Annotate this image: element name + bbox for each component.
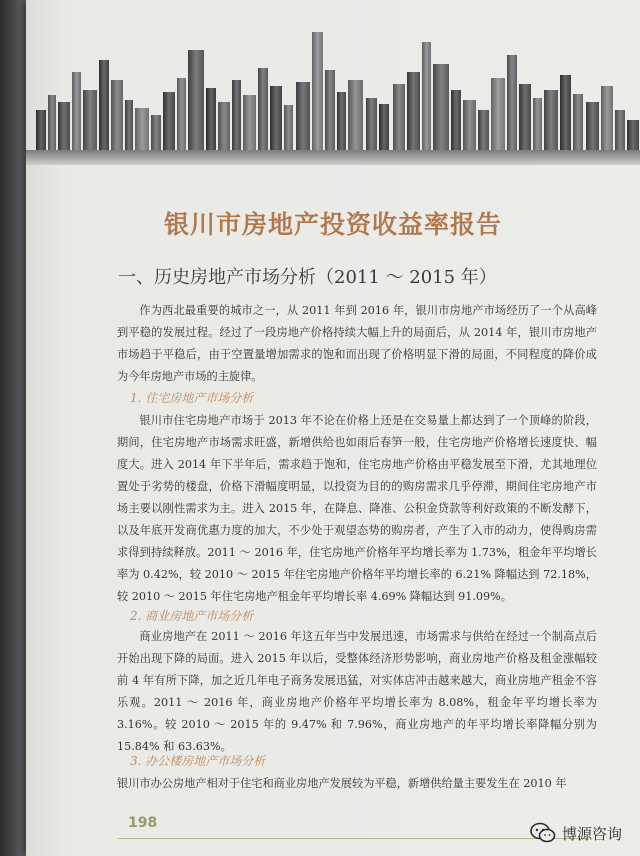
skyline-building	[544, 90, 558, 150]
skyline-building	[206, 88, 216, 150]
watermark-label: 博源咨询	[561, 824, 622, 843]
skyline-building	[258, 68, 268, 150]
skyline-building	[379, 104, 389, 150]
skyline-building	[586, 102, 599, 150]
residential-heading: 1. 住宅房地产市场分析	[130, 391, 254, 405]
commercial-paragraph: 商业房地产在 2011 ～ 2016 年这五年当中发展迅速，市场需求与供给在经过一个制高点后开始出现下降的局面。进入 2015 年以后，受整体经济形势影响，商业房地产价格及租金涨幅较前 4 年有所下降，加之近几年电子商务发展迅猛，对实体店冲击越来越大，商业房地产租金不容乐观。2011 ～ 2016 年，商业房地产价格年平均增长率为 8.08%，租金年平均增长率为 3.16%。较 2010 ～ 2015 年的 9.47% 和 7.96%，商业房地产的年平均增长率降幅分别为 15.84% 和 63.63%。	[117, 630, 597, 753]
skyline-building	[312, 32, 323, 150]
wechat-icon	[530, 822, 556, 844]
skyline-building	[151, 115, 161, 150]
skyline-building	[270, 86, 282, 150]
skyline-building	[407, 72, 420, 150]
skyline-building	[284, 105, 293, 150]
skyline-building	[188, 50, 204, 150]
skyline-building	[72, 72, 81, 150]
section-heading: 一、历史房地产市场分析（2011 ～ 2015 年）	[118, 267, 497, 288]
skyline-building	[491, 78, 505, 150]
skyline-building	[478, 110, 489, 150]
skyline-building	[125, 100, 133, 150]
skyline-building	[422, 42, 431, 150]
skyline-ground-band	[26, 150, 640, 165]
skyline-building	[393, 84, 405, 150]
skyline-building	[463, 100, 476, 150]
report-title: 银川市房地产投资收益率报告	[163, 210, 502, 239]
skyline-building	[560, 75, 571, 150]
skyline-building	[218, 102, 230, 150]
skyline-building	[163, 92, 175, 150]
skyline-building	[627, 120, 639, 150]
intro-paragraph: 作为西北最重要的城市之一，从 2011 年到 2016 年，银川市房地产市场经历了一个从高峰到平稳的发展过程。经过了一段房地产价格持续大幅上升的局面后，从 2014 年，银川市房地产市场趋于平稳后，由于空置量增加需求的饱和而出现了价格明显下滑的局面，不同程度的降价成为今年房地产市场的主旋律。	[117, 304, 597, 383]
office-heading: 3. 办公楼房地产市场分析	[130, 754, 266, 768]
office-paragraph: 银川市办公房地产相对于住宅和商业房地产发展较为平稳，新增供给量主要发生在 2010 年	[117, 777, 567, 790]
skyline-building	[573, 94, 583, 150]
skyline-building	[135, 108, 149, 150]
skyline-building	[533, 98, 542, 150]
skyline-building	[83, 90, 97, 150]
skyline-building	[507, 55, 517, 150]
book-spine	[0, 0, 26, 856]
skyline-building	[433, 64, 449, 150]
skyline-building	[337, 92, 346, 150]
skyline-building	[243, 95, 256, 150]
skyline-building	[177, 78, 186, 150]
skyline-building	[348, 80, 363, 150]
skyline-building	[325, 70, 335, 150]
residential-paragraph: 银川市住宅房地产市场于 2013 年不论在价格上还是在交易量上都达到了一个顶峰的阶段，期间，住宅房地产市场需求旺盛，新增供给也如雨后春笋一般，住宅房地产价格增长速度快、幅度大。进入 2014 年下半年后，需求趋于饱和，住宅房地产价格由平稳发展至下滑，尤其地理位置处于劣势的楼盘，价格下滑幅度明显，以投资为目的的购房需求几乎停滞，期间住宅房地产市场主要以刚性需求为主。进入 2015 年，在降息、降准、公积金贷款等利好政策的不断发酵下，以及年底开发商优惠力度的加大，不少处于观望态势的购房者，产生了入市的动力，使得购房需求得到持续释放。2011 ～ 2016 年，住宅房地产价格年平均增长率为 1.73%，租金年平均增长率为 0.42%，较 2010 ～ 2015 年住宅房地产价格年平均增长率的 6.21% 降幅达到 72.18%，较 2010 ～ 2015 年住宅房地产租金年平均增长率 4.69% 降幅达到 91.09%。	[117, 414, 597, 603]
skyline-building	[48, 95, 56, 150]
city-skyline-illustration	[26, 0, 640, 165]
commercial-heading: 2. 商业房地产市场分析	[130, 609, 254, 623]
skyline-building	[232, 80, 241, 150]
skyline-building	[615, 110, 625, 150]
skyline-building	[296, 82, 310, 150]
skyline-building	[58, 102, 70, 150]
skyline-building	[451, 90, 461, 150]
skyline-building	[601, 86, 613, 150]
skyline-building	[366, 98, 377, 150]
page-number: 198	[128, 815, 158, 831]
skyline-building	[519, 84, 531, 150]
watermark	[530, 822, 622, 844]
skyline-building	[36, 110, 46, 150]
skyline-building	[99, 60, 109, 150]
footer-rule	[118, 838, 588, 839]
skyline-building	[111, 80, 123, 150]
